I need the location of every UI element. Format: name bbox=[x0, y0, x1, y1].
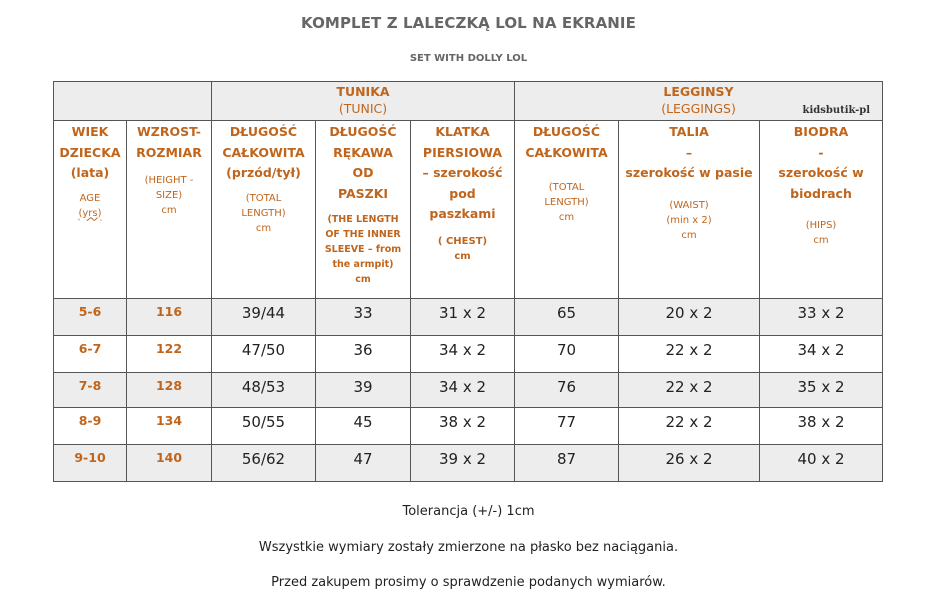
cell-tunic-length: 48/53 bbox=[212, 373, 316, 408]
cell-waist: 22 x 2 bbox=[619, 408, 760, 445]
cell-hips: 38 x 2 bbox=[760, 408, 883, 445]
header-sleeve-l1: DŁUGOŚĆ bbox=[329, 124, 397, 139]
header-waist-l2: – bbox=[685, 144, 693, 160]
header-tunic-length-unit: cm bbox=[255, 222, 272, 234]
header-leg-length-en2: LENGTH) bbox=[544, 197, 589, 208]
leggings-group-sublabel: (LEGGINGS) bbox=[661, 101, 736, 116]
header-hips-en1: (HIPS) bbox=[805, 220, 837, 231]
cell-hips: 33 x 2 bbox=[760, 299, 883, 336]
header-chest-unit: cm bbox=[454, 250, 471, 262]
header-waist-en2: (min x 2) bbox=[666, 214, 712, 226]
cell-sleeve: 36 bbox=[316, 336, 411, 373]
page-subtitle: SET WITH DOLLY LOL bbox=[409, 53, 528, 64]
cell-age: 8-9 bbox=[54, 408, 127, 445]
header-leg-length bbox=[515, 121, 619, 299]
size-table bbox=[53, 81, 883, 482]
header-tunic-length-en2: LENGTH) bbox=[241, 207, 286, 219]
cell-hips: 40 x 2 bbox=[760, 445, 883, 482]
cell-leg-length: 77 bbox=[515, 408, 619, 445]
header-sleeve-l2: RĘKAWA bbox=[333, 144, 393, 160]
header-leg-length-l2: CAŁKOWITA bbox=[525, 144, 608, 160]
header-chest-l3: – szerokość bbox=[422, 165, 503, 180]
tunic-group-header bbox=[212, 82, 515, 121]
header-chest-en1: ( CHEST) bbox=[437, 235, 488, 247]
header-hips-unit: cm bbox=[813, 235, 829, 246]
header-hips-l3: szerokość w bbox=[778, 165, 864, 180]
cell-sleeve: 33 bbox=[316, 299, 411, 336]
cell-chest: 31 x 2 bbox=[411, 299, 515, 336]
cell-leg-length: 87 bbox=[515, 445, 619, 482]
cell-sleeve: 45 bbox=[316, 408, 411, 445]
header-height-l2: ROZMIAR bbox=[136, 144, 202, 160]
leggings-group-label: LEGGINSY bbox=[663, 84, 734, 99]
column-header-row bbox=[54, 121, 883, 299]
header-tunic-length-l1: DŁUGOŚĆ bbox=[229, 124, 298, 139]
header-age-l1: WIEK bbox=[71, 124, 109, 139]
cell-age: 7-8 bbox=[54, 373, 127, 408]
header-age-l2: DZIECKA bbox=[59, 144, 121, 160]
header-sleeve-unit: cm bbox=[355, 274, 371, 285]
table-row bbox=[54, 445, 883, 482]
cell-age: 6-7 bbox=[54, 336, 127, 373]
header-tunic-length bbox=[212, 121, 316, 299]
header-sleeve-l3: OD bbox=[352, 165, 374, 180]
header-age-en2: (yrs) bbox=[78, 207, 102, 219]
cell-tunic-length: 56/62 bbox=[212, 445, 316, 482]
header-chest-l4: pod bbox=[449, 185, 476, 201]
header-tunic-length-en1: (TOTAL bbox=[245, 192, 282, 204]
tolerance-note: Tolerancja (+/-) 1cm bbox=[402, 504, 535, 519]
cell-height: 134 bbox=[127, 408, 212, 445]
header-sleeve-en3: SLEEVE – from bbox=[324, 244, 402, 255]
header-chest-l5: paszkami bbox=[429, 206, 496, 221]
cell-waist: 22 x 2 bbox=[619, 373, 760, 408]
header-waist-en1: (WAIST) bbox=[669, 199, 709, 211]
cell-tunic-length: 50/55 bbox=[212, 408, 316, 445]
cell-leg-length: 65 bbox=[515, 299, 619, 336]
header-hips bbox=[760, 121, 883, 299]
header-chest-l1: KLATKA bbox=[435, 124, 490, 139]
header-sleeve-l4: PASZKI bbox=[337, 185, 389, 201]
group-header-row bbox=[54, 82, 883, 121]
header-sleeve-en4: the armpit) bbox=[332, 259, 394, 270]
page-title: KOMPLET Z LALECZKĄ LOL NA EKRANIE bbox=[301, 14, 636, 32]
check-note: Przed zakupem prosimy o sprawdzenie podanych wymiarów. bbox=[271, 575, 666, 590]
header-age bbox=[54, 121, 127, 299]
header-age-l3: (lata) bbox=[70, 165, 110, 180]
header-chest bbox=[411, 121, 515, 299]
cell-tunic-length: 39/44 bbox=[212, 299, 316, 336]
header-sleeve bbox=[316, 121, 411, 299]
header-sleeve-en1: (THE LENGTH bbox=[327, 214, 399, 225]
cell-waist: 22 x 2 bbox=[619, 336, 760, 373]
cell-height: 122 bbox=[127, 336, 212, 373]
cell-chest: 39 x 2 bbox=[411, 445, 515, 482]
header-waist-l1: TALIA bbox=[669, 124, 709, 139]
header-hips-l4: biodrach bbox=[790, 185, 852, 201]
tunic-group-label: TUNIKA bbox=[336, 84, 390, 99]
header-height-en2: SIZE) bbox=[155, 190, 183, 201]
header-waist-unit: cm bbox=[681, 229, 697, 241]
table-row bbox=[54, 373, 883, 408]
cell-height: 140 bbox=[127, 445, 212, 482]
cell-age: 9-10 bbox=[54, 445, 127, 482]
cell-hips: 35 x 2 bbox=[760, 373, 883, 408]
table-row bbox=[54, 336, 883, 373]
header-leg-length-l1: DŁUGOŚĆ bbox=[532, 124, 601, 139]
group-empty-cell bbox=[54, 82, 212, 121]
header-age-en1: AGE bbox=[79, 192, 101, 204]
header-chest-l2: PIERSIOWA bbox=[422, 144, 503, 160]
cell-height: 128 bbox=[127, 373, 212, 408]
measurement-note: Wszystkie wymiary zostały zmierzone na płasko bez naciągania. bbox=[258, 540, 679, 555]
cell-chest: 38 x 2 bbox=[411, 408, 515, 445]
cell-sleeve: 47 bbox=[316, 445, 411, 482]
header-height-l1: WZROST- bbox=[137, 124, 201, 139]
cell-waist: 26 x 2 bbox=[619, 445, 760, 482]
header-height-unit: cm bbox=[161, 205, 177, 216]
header-height-en1: (HEIGHT - bbox=[144, 175, 194, 186]
watermark-text: kidsbutik-pl bbox=[802, 105, 871, 116]
cell-leg-length: 70 bbox=[515, 336, 619, 373]
header-waist bbox=[619, 121, 760, 299]
cell-leg-length: 76 bbox=[515, 373, 619, 408]
header-sleeve-en2: OF THE INNER bbox=[325, 229, 401, 240]
cell-waist: 20 x 2 bbox=[619, 299, 760, 336]
leggings-group-header bbox=[515, 82, 883, 121]
table-row bbox=[54, 408, 883, 445]
cell-tunic-length: 47/50 bbox=[212, 336, 316, 373]
header-hips-l2: - bbox=[818, 144, 824, 160]
header-leg-length-en1: (TOTAL bbox=[548, 182, 585, 193]
cell-chest: 34 x 2 bbox=[411, 336, 515, 373]
cell-hips: 34 x 2 bbox=[760, 336, 883, 373]
table-row bbox=[54, 299, 883, 336]
header-tunic-length-l2: CAŁKOWITA bbox=[222, 144, 305, 160]
header-tunic-length-l3: (przód/tył) bbox=[226, 165, 301, 180]
cell-sleeve: 39 bbox=[316, 373, 411, 408]
header-hips-l1: BIODRA bbox=[793, 124, 849, 139]
header-height bbox=[127, 121, 212, 299]
cell-chest: 34 x 2 bbox=[411, 373, 515, 408]
header-leg-length-unit: cm bbox=[558, 212, 575, 223]
tunic-group-sublabel: (TUNIC) bbox=[338, 101, 388, 116]
cell-height: 116 bbox=[127, 299, 212, 336]
cell-age: 5-6 bbox=[54, 299, 127, 336]
header-waist-l3: szerokość w pasie bbox=[625, 165, 753, 180]
